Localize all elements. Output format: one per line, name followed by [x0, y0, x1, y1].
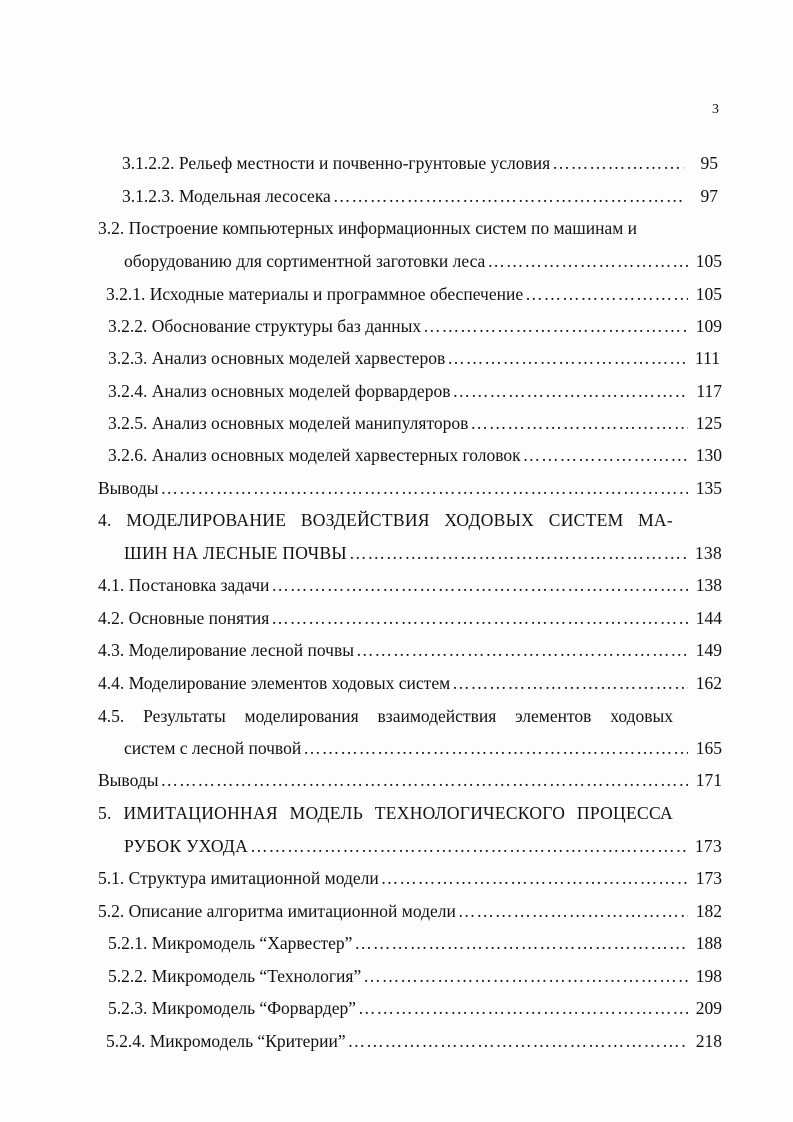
toc-entry-page: 198	[695, 966, 722, 986]
toc-entry	[108, 381, 722, 403]
leader-dots	[485, 251, 688, 271]
toc-entry	[98, 673, 722, 695]
leader-dots	[158, 770, 688, 790]
toc-entry-page: 105	[695, 284, 722, 304]
toc-entry-title: 3.2.6. Анализ основных моделей харвестерных головок	[108, 445, 521, 465]
toc-entry	[108, 316, 722, 338]
toc-entry-page: 97	[700, 186, 718, 206]
toc-entry-title: 3.1.2.3. Модельная лесосека	[122, 186, 331, 206]
leader-dots	[347, 543, 688, 563]
toc-entry-title: 4.4. Моделирование элементов ходовых систем	[98, 673, 451, 693]
toc-entry-title: 5.2.3. Микромодель “Форвардер”	[108, 998, 357, 1018]
toc-entry-page: 111	[695, 348, 720, 368]
leader-dots	[248, 836, 688, 856]
toc-entry-page: 165	[695, 738, 722, 758]
toc-entry-title: 4.2. Основные понятия	[98, 608, 270, 628]
leader-dots	[421, 316, 688, 336]
toc-entry-page: 95	[700, 153, 718, 173]
toc-entry-title: 3.1.2.2. Рельеф местности и почвенно-грунтовые условия	[122, 153, 551, 173]
toc-entry-title: 3.2.1. Исходные материалы и программное обеспечение	[106, 284, 524, 304]
toc-entry-page: 182	[695, 901, 722, 921]
toc-entry-title: ШИН НА ЛЕСНЫЕ ПОЧВЫ	[124, 543, 347, 563]
toc-entry-title: 5.1. Структура имитационной модели	[98, 868, 379, 888]
toc-entry-title: 5.2.2. Микромодель “Технология”	[108, 966, 362, 986]
leader-dots	[523, 284, 688, 304]
leader-dots	[356, 998, 688, 1018]
toc-entry-page: 138	[695, 575, 722, 595]
toc-entry-title: 3.2.4. Анализ основных моделей форвардеров	[108, 381, 451, 401]
toc-entry	[98, 608, 722, 630]
toc-entry-page: 188	[695, 933, 722, 953]
toc-entry-page: 109	[695, 316, 722, 336]
toc-entry	[108, 933, 722, 955]
toc-entry-title: 3.2.2. Обоснование структуры баз данных	[108, 316, 422, 336]
toc-entry	[98, 575, 722, 597]
toc-entry-page: 144	[695, 608, 722, 628]
toc-entry-page: 162	[695, 673, 722, 693]
toc-entry-title: Выводы	[98, 770, 159, 790]
toc-entry-heading-line: 3.2. Построение компьютерных информационных систем по машинам и	[98, 218, 638, 238]
toc-entry	[124, 543, 722, 565]
toc-entry-title: систем с лесной почвой	[124, 738, 302, 758]
toc-entry-page: 209	[695, 998, 722, 1018]
toc-entry	[106, 284, 722, 306]
toc-entry-heading-line: 4.5. Результаты моделирования взаимодействия элементов ходовых	[98, 706, 673, 726]
toc-entry	[98, 478, 722, 500]
leader-dots	[521, 445, 688, 465]
leader-dots	[468, 413, 688, 433]
toc-entry	[108, 998, 722, 1020]
toc-entry-page: 135	[695, 478, 722, 498]
toc-entry-page: 125	[695, 413, 722, 433]
toc-entry	[108, 966, 722, 988]
toc-entry	[106, 1031, 722, 1053]
leader-dots	[354, 640, 688, 660]
toc-entry-title: оборудованию для сортиментной заготовки леса	[124, 251, 486, 271]
toc-entry	[124, 738, 722, 760]
toc-entry-title: 5.2. Описание алгоритма имитационной модели	[98, 901, 456, 921]
toc-entry	[98, 770, 722, 792]
toc-entry-page: 130	[695, 445, 722, 465]
toc-entry-page: 173	[695, 868, 722, 888]
leader-dots	[550, 153, 684, 173]
toc-entry-page: 105	[695, 251, 722, 271]
toc-entry	[98, 868, 722, 890]
leader-dots	[450, 381, 688, 401]
toc-entry-title: 3.2.3. Анализ основных моделей харвестеров	[108, 348, 446, 368]
leader-dots	[361, 966, 688, 986]
toc-entry-title: Выводы	[98, 478, 159, 498]
toc-entry-title: РУБОК УХОДА	[124, 836, 249, 856]
leader-dots	[269, 608, 688, 628]
toc-entry	[98, 640, 722, 662]
toc-entry	[124, 836, 722, 858]
leader-dots	[301, 738, 688, 758]
leader-dots	[269, 575, 688, 595]
toc-entry-page: 218	[695, 1031, 722, 1051]
toc-entry-heading-line: 4. МОДЕЛИРОВАНИЕ ВОЗДЕЙСТВИЯ ХОДОВЫХ СИСТЕМ МА-	[98, 510, 673, 530]
leader-dots	[456, 901, 688, 921]
toc-entry-page: 117	[696, 381, 722, 401]
toc-entry-title: 4.3. Моделирование лесной почвы	[98, 640, 354, 660]
toc-entry	[108, 413, 722, 435]
toc-entry-title: 5.2.4. Микромодель “Критерии”	[106, 1031, 346, 1051]
toc-entry	[108, 445, 722, 467]
toc-entry-heading-line: 5. ИМИТАЦИОННАЯ МОДЕЛЬ ТЕХНОЛОГИЧЕСКОГО ПРОЦЕССА	[98, 803, 673, 823]
leader-dots	[352, 933, 688, 953]
page-number: 3	[712, 102, 719, 117]
toc-entry	[122, 186, 718, 208]
toc-entry	[124, 251, 722, 273]
toc-entry-page: 171	[695, 770, 722, 790]
toc-entry-page: 138	[694, 543, 722, 563]
toc-entry	[108, 348, 720, 370]
toc-entry	[98, 901, 722, 923]
leader-dots	[158, 478, 688, 498]
leader-dots	[331, 186, 684, 206]
leader-dots	[379, 868, 688, 888]
leader-dots	[346, 1031, 688, 1051]
toc-entry-page: 149	[695, 640, 722, 660]
toc-entry-title: 4.1. Постановка задачи	[98, 575, 270, 595]
leader-dots	[445, 348, 686, 368]
toc-entry-title: 3.2.5. Анализ основных моделей манипуляторов	[108, 413, 469, 433]
toc-entry-title: 5.2.1. Микромодель “Харвестер”	[108, 933, 353, 953]
toc-entry-page: 173	[694, 836, 722, 856]
leader-dots	[450, 673, 688, 693]
toc-entry	[122, 153, 718, 175]
